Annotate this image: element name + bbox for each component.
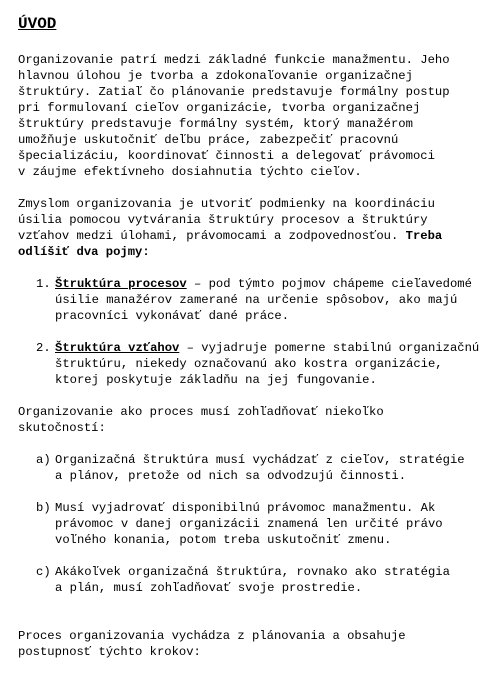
text-line: Organizačná štruktúra musí vychádzať z cieľov, stratégie bbox=[55, 453, 465, 467]
list-item bbox=[18, 340, 495, 388]
list-marker: c) bbox=[36, 565, 51, 579]
text-line: postupnosť týchto krokov: bbox=[18, 645, 201, 659]
concept-term: Štruktúra procesov bbox=[55, 277, 187, 291]
purpose-paragraph bbox=[18, 196, 495, 260]
text-line: úsilie manažérov zamerané na určenie spôsobov, ako majú bbox=[55, 293, 458, 307]
text-line: hlavnou úlohou je tvorba a zdokonaľovanie organizačnej bbox=[18, 69, 413, 83]
spacer bbox=[18, 612, 495, 628]
text-line: štruktúry predstavuje formálny systém, ktorý manažérom bbox=[18, 117, 413, 131]
bold-phrase: Treba bbox=[405, 229, 443, 243]
text-line: a plán, musí zohľadňovať svoje prostredie. bbox=[55, 581, 363, 595]
text-segment: – pod týmto pojmov chápeme cieľavedomé bbox=[186, 277, 472, 291]
text-line bbox=[55, 340, 495, 356]
final-paragraph bbox=[18, 628, 495, 660]
process-intro bbox=[18, 404, 495, 436]
list-item bbox=[18, 452, 495, 484]
list-item bbox=[18, 500, 495, 548]
text-line bbox=[18, 228, 495, 244]
text-line: Zmyslom organizovania je utvoriť podmienky na koordináciu bbox=[18, 197, 435, 211]
text-line: Organizovanie ako proces musí zohľadňovať niekoľko bbox=[18, 405, 384, 419]
text-line: pri formulovaní cieľov organizácie, tvorba organizačnej bbox=[18, 101, 421, 115]
text-line bbox=[55, 276, 495, 292]
text-line: Musí vyjadrovať disponibilnú právomoc manažmentu. Ak bbox=[55, 501, 436, 515]
text-line: voľného konania, potom treba uskutočniť zmenu. bbox=[55, 533, 392, 547]
text-line: úsilia pomocou vytvárania štruktúry procesov a štruktúry bbox=[18, 213, 428, 227]
text-line: Organizovanie patrí medzi základné funkcie manažmentu. Jeho bbox=[18, 53, 450, 67]
text-line: a plánov, pretože od nich sa odvodzujú činnosti. bbox=[55, 469, 407, 483]
list-marker: b) bbox=[36, 501, 51, 515]
bold-phrase: odlíšiť dva pojmy: bbox=[18, 245, 150, 259]
text-line: právomoc v danej organizácii znamená len určité právo bbox=[55, 517, 443, 531]
text-line: štruktúry. Zatiaľ čo plánovanie predstavuje formálny postup bbox=[18, 85, 450, 99]
text-line: Akákoľvek organizačná štruktúra, rovnako ako stratégia bbox=[55, 565, 450, 579]
text-line: v záujme efektívneho dosiahnutia týchto cieľov. bbox=[18, 165, 362, 179]
concepts-list bbox=[18, 276, 495, 388]
document-page bbox=[18, 14, 495, 676]
text-line: štruktúru, niekedy označovanú ako kostra organizácie, bbox=[55, 357, 443, 371]
list-marker: a) bbox=[36, 453, 51, 467]
text-line: skutočností: bbox=[18, 421, 106, 435]
text-segment: vzťahov medzi úlohami, právomocami a zodpovednosťou. bbox=[18, 229, 399, 243]
text-line: umožňuje uskutočniť deľbu práce, zabezpečiť pracovnú bbox=[18, 133, 399, 147]
text-line: špecializáciu, koordinovať činnosti a delegovať právomoci bbox=[18, 149, 435, 163]
text-segment: – vyjadruje pomerne stabilnú organizačnú bbox=[179, 341, 480, 355]
list-marker: 2. bbox=[36, 341, 51, 355]
page-title: ÚVOD bbox=[18, 15, 57, 33]
text-line: Proces organizovania vychádza z plánovania a obsahuje bbox=[18, 629, 406, 643]
intro-paragraph bbox=[18, 52, 495, 180]
list-marker: 1. bbox=[36, 277, 51, 291]
facts-list bbox=[18, 452, 495, 596]
list-item bbox=[18, 564, 495, 596]
list-item bbox=[18, 276, 495, 324]
text-line: ktorej poskytuje základňu na jej fungovanie. bbox=[55, 373, 377, 387]
text-line: pracovníci vykonávať dané práce. bbox=[55, 309, 290, 323]
concept-term: Štruktúra vzťahov bbox=[55, 341, 180, 355]
text-line bbox=[18, 244, 495, 260]
